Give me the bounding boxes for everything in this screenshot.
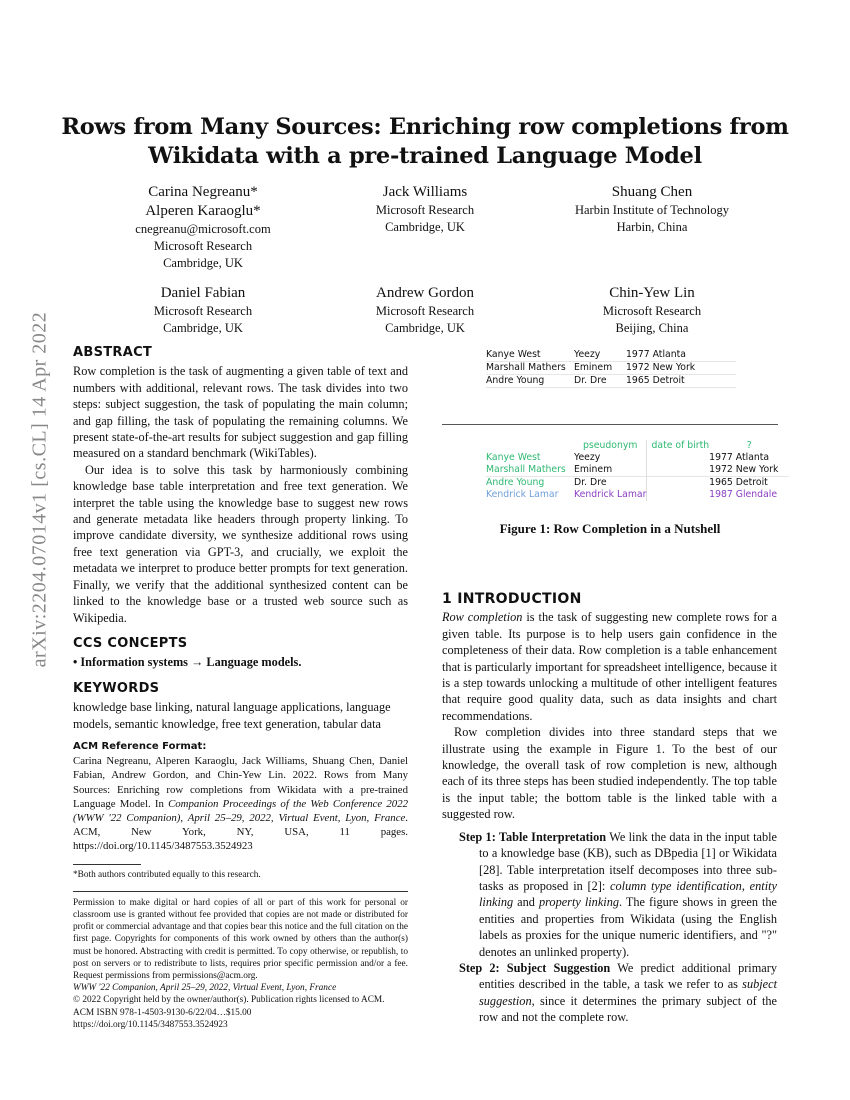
ccs-heading: CCS CONCEPTS — [73, 635, 188, 651]
table-cell: Marshall Mathers — [486, 362, 566, 373]
table-cell: 1965 Detroit — [626, 375, 685, 386]
author-name: Shuang Chen — [611, 184, 693, 200]
column-header: ? — [746, 440, 752, 451]
author-name: Andrew Gordon — [376, 285, 474, 301]
table-cell: Andre Young — [486, 477, 545, 488]
table-row — [486, 349, 736, 362]
author-block — [88, 183, 318, 272]
step-heading: Step 2: Subject Suggestion — [459, 960, 611, 975]
reference-text: Carina Negreanu, Alperen Karaoglu, Jack Williams, Shuang Chen, Daniel Fabian, Andrew Gordon, and Chin-Yew Lin. 2022. Rows from Many Sources: Enriching row completions from Wikidata with a pre-trained Language Model. In — [73, 755, 408, 810]
step-term: column type identification — [610, 878, 742, 893]
intro-term: Row completion — [442, 610, 523, 625]
table-row — [486, 362, 736, 375]
table-cell: Eminem — [574, 464, 613, 475]
step-text: . The figure shows in green the entities and properties from Wikidata (using the English labels as proxies for the unique numeric identifiers, and "?" denotes an unlinked property). — [479, 895, 778, 959]
column-header: date of birth — [647, 440, 709, 452]
title-line: Rows from Many Sources: Enriching row completions from — [61, 114, 789, 140]
table-cell: Kanye West — [486, 452, 541, 463]
author-affiliation: Microsoft Research — [375, 304, 475, 318]
table-cell: Kanye West — [486, 349, 541, 360]
author-location: Cambridge, UK — [385, 220, 465, 234]
step-term: entity linking — [479, 878, 777, 910]
table-cell: Eminem — [574, 362, 613, 373]
input-table — [486, 349, 736, 388]
step-text: and — [513, 895, 539, 910]
table-cell: Dr. Dre — [574, 477, 607, 488]
step-text: , since it determines the primary subject of the row and not the complete row. — [479, 993, 777, 1025]
table-cell: Yeezy — [574, 452, 601, 463]
author-location: Cambridge, UK — [385, 321, 465, 335]
header-row — [486, 440, 789, 452]
step-2 — [459, 960, 777, 1026]
abstract-paragraph: Row completion is the task of augmenting a given table of text and numbers with additional, relevant rows. The task divides into two steps: subject suggestion, the task of populating the main column; and gap filling, the task of populating the remaining columns. We present state-of-the-art results for subject suggestion and gap filling measured on a standard benchmark (WikiTables). — [73, 364, 408, 461]
isbn-line: ACM ISBN 978-1-4503-9130-6/22/04…$15.00 — [73, 1007, 252, 1018]
author-name: Daniel Fabian — [160, 285, 246, 301]
linked-table — [486, 440, 789, 501]
venue-line: WWW '22 Companion, April 25–29, 2022, Virtual Event, Lyon, France — [73, 983, 337, 994]
author-affiliation: Microsoft Research — [153, 304, 253, 318]
table-cell: Marshall Mathers — [486, 464, 566, 475]
left-column — [73, 345, 408, 1031]
table-cell: 1977 Atlanta — [626, 349, 686, 360]
reference-venue: Companion Proceedings of the Web Conference 2022 (WWW '22 Companion), April 25–29, 2022, Virtual Event, Lyon, France — [73, 797, 408, 824]
keywords-text: knowledge base linking, natural language applications, language models, semantic knowledge, free text generation, tabular data — [73, 700, 391, 731]
permission-rule — [73, 891, 408, 892]
step-term: subject suggestion — [479, 977, 777, 1008]
table-cell — [647, 477, 709, 490]
table-cell: 1977 Atlanta — [709, 452, 770, 463]
paper-title — [60, 113, 790, 171]
table-row — [486, 477, 789, 490]
table-row — [486, 452, 789, 464]
author-block — [537, 284, 767, 337]
step-1 — [459, 829, 777, 960]
author-name: Jack Williams — [382, 184, 468, 200]
figure-divider — [442, 424, 778, 425]
footnote-rule — [73, 864, 141, 865]
step-text: , — [741, 878, 750, 893]
table-cell: 1987 Glendale — [709, 489, 778, 500]
author-affiliation: Harbin Institute of Technology — [574, 203, 730, 217]
table-row — [486, 464, 789, 477]
table-cell: Kendrick Lamar — [574, 489, 647, 500]
table-cell — [647, 489, 709, 501]
abstract-paragraph: Our idea is to solve this task by harmoniously combining knowledge base table interpretation and free text generation. We interpret the table using the knowledge base to suggest new rows and generate metadata like headers through property linking. To improve candidate diversity, we synthesize additional rows using free text generation via GPT-3, and crucially, we exploit the metadata we interpret to produce better prompts for text generation. Finally, we verify that the additional synthesized content can be linked to the knowledge base or a trusted web source such as Wikipedia. — [73, 462, 408, 625]
copyright-line: © 2022 Copyright held by the owner/author(s). Publication rights licensed to ACM. — [73, 995, 385, 1006]
table-cell — [647, 464, 709, 477]
author-affiliation: Microsoft Research — [602, 304, 702, 318]
table-row — [486, 375, 736, 388]
acm-reference — [73, 740, 408, 854]
author-block — [310, 284, 540, 337]
table-cell: Kendrick Lamar — [486, 489, 559, 500]
author-affiliation: Microsoft Research — [153, 239, 253, 253]
author-block — [310, 183, 540, 236]
permission-notice: Permission to make digital or hard copies of all or part of this work for personal or classroom use is granted without fee provided that copies are not made or distributed for profit or commercial advantage and that copies bear this notice and the full citation on the first page. Copyrights for components of this work owned by others than the author(s) must be honored. Abstracting with credit is permitted. To copy otherwise, or republish, to post on servers or to redistribute to lists, requires prior specific permission and/or a fee. Request permissions from permissions@acm.org. — [73, 897, 408, 981]
table-row — [486, 489, 789, 501]
author-name: Alperen Karaoglu* — [145, 203, 261, 219]
introduction-heading: 1 INTRODUCTION — [442, 591, 582, 607]
ccs-text: • Information systems → Language models. — [73, 655, 302, 670]
intro-paragraph: is the task of suggesting new complete rows for a given table. Its purpose is to help users gain confidence in the completeness of their data. Row completion is a table enhancement that is particularly important for spreadsheet intelligence, because it is a step towards unlocking a multitude of other intelligent features that require good quality data, such as data insights and chart recommendations. — [442, 610, 778, 723]
title-line: Wikidata with a pre-trained Language Model — [148, 143, 702, 169]
table-cell: 1965 Detroit — [709, 477, 768, 488]
step-text: We predict additional primary entities described in the table, a task we refer to as — [479, 960, 777, 992]
author-location: Cambridge, UK — [163, 321, 243, 335]
empty-header — [486, 440, 574, 452]
step-text: We link the data in the input table to a knowledge base (KB), such as DBpedia [1] or Wikidata [28]. Table interpretation itself decomposes into three sub-tasks as proposed in [2]: — [479, 829, 777, 893]
author-name: Carina Negreanu* — [148, 184, 258, 200]
figure-linked-table — [486, 440, 789, 501]
step-term: property linking — [538, 895, 619, 910]
author-affiliation: Microsoft Research — [375, 203, 475, 217]
figure-caption: Figure 1: Row Completion in a Nutshell — [499, 521, 721, 536]
author-location: Cambridge, UK — [163, 256, 243, 270]
arxiv-identifier: arXiv:2204.07014v1 [cs.CL] 14 Apr 2022 — [28, 311, 51, 668]
table-cell: Andre Young — [486, 375, 545, 386]
reference-doi: . ACM, New York, NY, USA, 11 pages. https://doi.org/10.1145/3487553.3524923 — [73, 811, 408, 853]
table-cell: 1972 New York — [626, 362, 696, 373]
abstract-heading: ABSTRACT — [73, 345, 153, 360]
table-cell: Dr. Dre — [574, 375, 607, 386]
copyright-block — [73, 994, 408, 1031]
column-header: pseudonym — [583, 440, 638, 451]
table-cell — [647, 452, 709, 464]
author-block — [537, 183, 767, 236]
footnote: *Both authors contributed equally to this research. — [73, 869, 261, 880]
intro-paragraph: Row completion divides into three standard steps that we illustrate using the example in Figure 1. To the best of our knowledge, the overall task of row completion is new, although each of its three steps has been studied independently. The top table is the input table; the bottom table is the linked table with a suggested row. — [442, 725, 777, 822]
right-column — [442, 591, 777, 1026]
author-email: cnegreanu@microsoft.com — [135, 222, 271, 236]
table-cell: 1972 New York — [709, 464, 779, 475]
author-location: Beijing, China — [615, 321, 689, 335]
author-block — [88, 284, 318, 337]
author-name: Chin-Yew Lin — [609, 285, 695, 301]
keywords-heading: KEYWORDS — [73, 680, 160, 696]
figure-input-table — [486, 349, 736, 388]
author-location: Harbin, China — [616, 220, 688, 234]
doi-line: https://doi.org/10.1145/3487553.3524923 — [73, 1019, 228, 1030]
table-cell: Yeezy — [574, 349, 601, 360]
reference-heading: ACM Reference Format: — [73, 740, 207, 752]
step-heading: Step 1: Table Interpretation — [459, 829, 607, 844]
